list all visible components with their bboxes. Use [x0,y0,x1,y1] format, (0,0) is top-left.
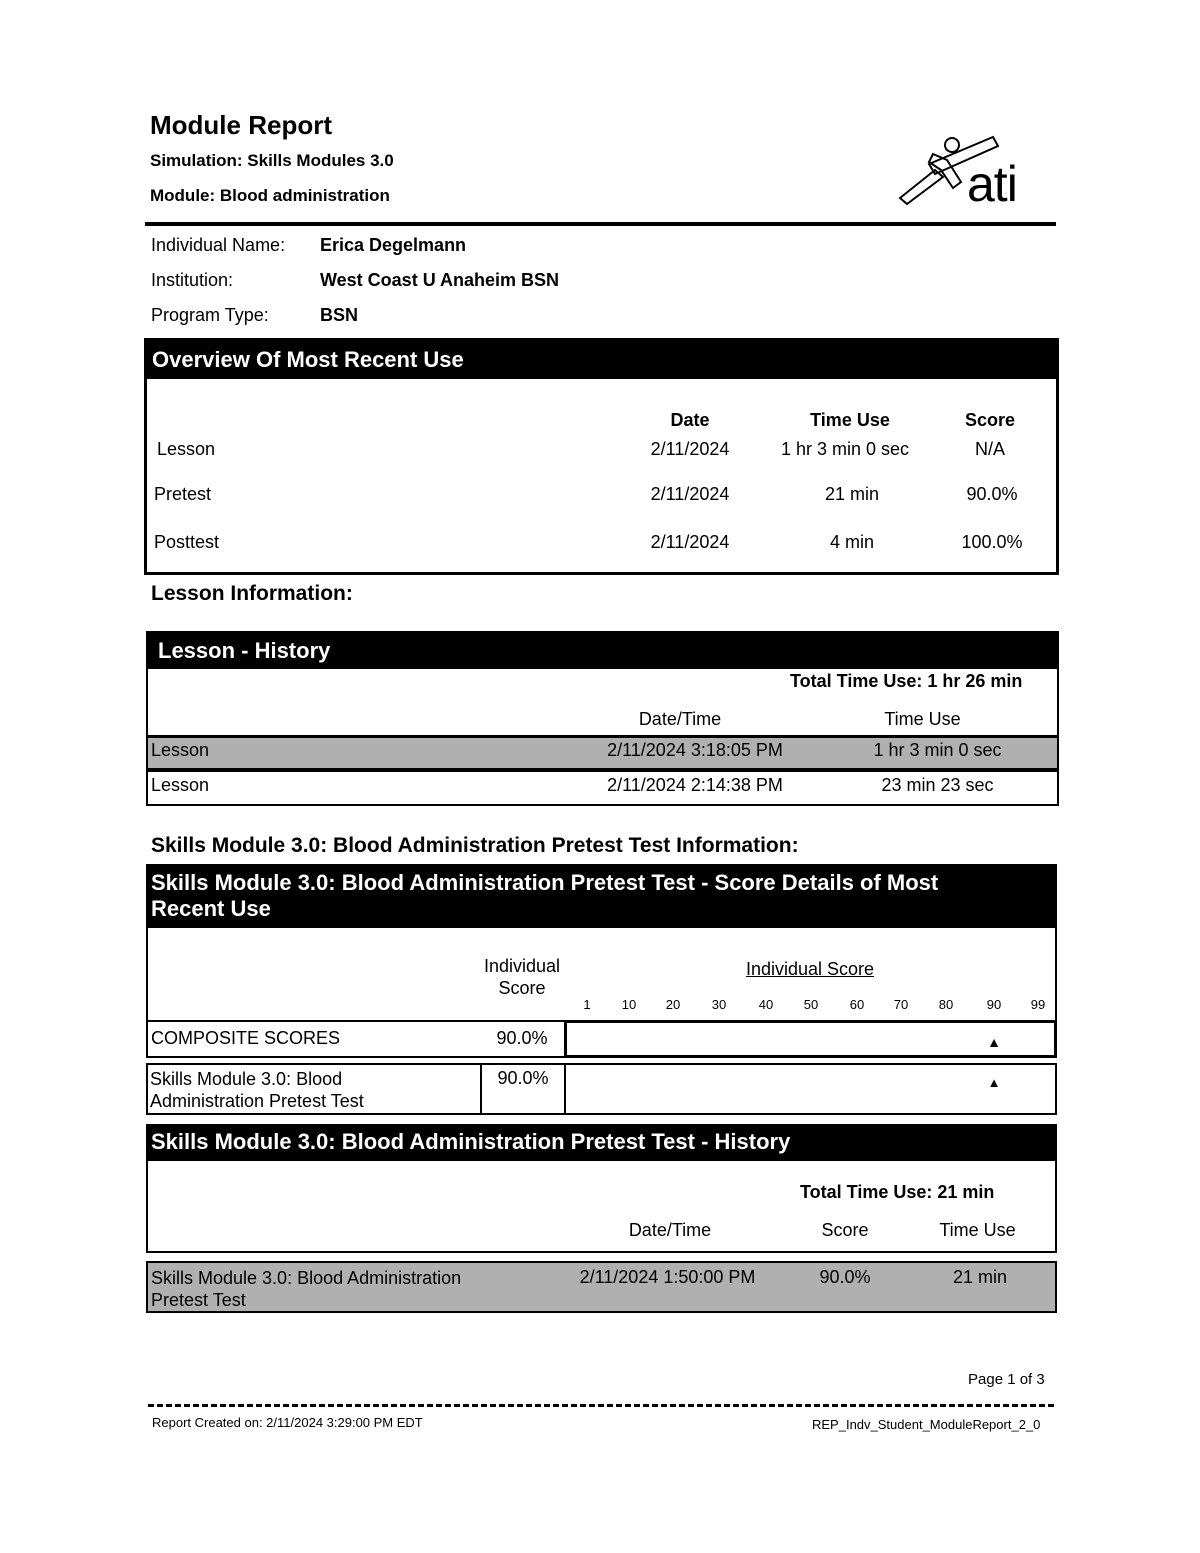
header-rule [145,222,1056,226]
scale-tick-label: 70 [893,997,909,1012]
lesson-total-time: Total Time Use: 1 hr 26 min [790,671,1023,691]
ati-logo [895,132,1045,216]
pretest-details-title-line-2: Recent Use [151,896,271,921]
overview-row-time: 21 min [824,484,880,504]
scale-tick-label: 1 [583,997,591,1012]
lesson-row-label: Lesson [151,775,210,795]
overview-row-time: 1 hr 3 min 0 sec [780,439,910,459]
overview-row-score: 90.0% [966,484,1018,504]
overview-row-time: 4 min [829,532,874,552]
overview-row-score: N/A [974,439,1005,459]
footer-rule [148,1404,1054,1407]
lesson-info-heading: Lesson Information: [151,582,353,605]
program-value: BSN [320,305,359,325]
name-label: Individual Name: [151,235,286,255]
composite-label: COMPOSITE SCORES [151,1028,341,1048]
pretest-details-title [146,864,1057,928]
pretest-history-title: Skills Module 3.0: Blood Administration Pretest Test - History [146,1124,1057,1161]
scale-tick-label: 80 [938,997,954,1012]
lesson-row-label: Lesson [151,740,210,760]
pretest-score-marker-icon: ▲ [987,1075,1001,1090]
lesson-history-title: Lesson - History [148,633,1057,669]
scale-tick-label: 90 [986,997,1002,1012]
module-name: Module: Blood administration [150,186,390,205]
overview-row-date: 2/11/2024 [650,532,730,552]
page-number: Page 1 of 3 [968,1371,1045,1388]
overview-row-label: Posttest [154,532,220,552]
individual-score-label-1: Individual [483,956,561,976]
overview-row-date: 2/11/2024 [650,484,730,504]
pretest-test-label [150,1068,364,1112]
individual-score-label-2: Score [498,978,546,998]
pretest-col-individual-score [472,955,572,999]
composite-score-bar-cell [564,1020,1057,1058]
pretest-history-label-line-1: Skills Module 3.0: Blood Administration [151,1268,462,1288]
scale-tick-label: 40 [758,997,774,1012]
overview-row-label: Pretest [154,484,212,504]
overview-col-score: Score [964,410,1016,430]
student-name: Erica Degelmann [320,235,467,255]
lesson-row-time: 1 hr 3 min 0 sec [873,740,1002,760]
pretest-details-title-line-1: Skills Module 3.0: Blood Administration Pretest Test - Score Details of Most [151,870,939,895]
column-divider [564,1063,566,1115]
pretest-col-datetime: Date/Time [628,1220,712,1240]
pretest-info-heading: Skills Module 3.0: Blood Administration Pretest Test Information: [151,834,799,857]
institution-value: West Coast U Anaheim BSN [320,270,560,290]
report-created: Report Created on: 2/11/2024 3:29:00 PM EDT [152,1415,423,1430]
overview-row-date: 2/11/2024 [650,439,730,459]
overview-row-label: Lesson [157,439,216,459]
lesson-row-datetime: 2/11/2024 2:14:38 PM [607,775,783,795]
overview-col-date: Date [670,410,710,430]
pretest-test-label-line-1: Skills Module 3.0: Blood [150,1069,343,1089]
pretest-history-score: 90.0% [819,1267,871,1287]
scale-tick-label: 30 [711,997,727,1012]
lesson-col-datetime: Date/Time [638,709,722,729]
score-scale-ticks [0,997,1200,1017]
pretest-history-label-line-2: Pretest Test [151,1290,246,1310]
lesson-row-datetime: 2/11/2024 3:18:05 PM [607,740,783,760]
pretest-test-label-line-2: Administration Pretest Test [150,1091,364,1111]
simulation-name: Simulation: Skills Modules 3.0 [150,151,394,170]
scale-tick-label: 99 [1030,997,1046,1012]
report-id: REP_Indv_Student_ModuleReport_2_0 [812,1417,1041,1432]
composite-score: 90.0% [496,1028,548,1048]
lesson-col-time: Time Use [884,709,961,729]
institution-label: Institution: [151,270,234,290]
scale-tick-label: 10 [621,997,637,1012]
lesson-row-time: 23 min 23 sec [881,775,994,795]
individual-score-scale-title: Individual Score [745,959,875,979]
scale-tick-label: 20 [665,997,681,1012]
pretest-history-label [151,1267,461,1311]
page-title: Module Report [150,110,332,140]
pretest-history-time: 21 min [952,1267,1008,1287]
scale-tick-label: 60 [849,997,865,1012]
overview-title: Overview Of Most Recent Use [147,341,1056,379]
pretest-col-time: Time Use [939,1220,1016,1240]
composite-score-marker-icon: ▲ [987,1034,1001,1050]
pretest-total-time: Total Time Use: 21 min [800,1182,995,1202]
overview-row-score: 100.0% [961,532,1023,552]
pretest-test-score: 90.0% [497,1068,549,1088]
overview-col-time: Time Use [810,410,890,430]
pretest-history-datetime: 2/11/2024 1:50:00 PM [579,1267,756,1287]
program-label: Program Type: [151,305,269,325]
ati-logo-text: ati [967,156,1017,212]
scale-tick-label: 50 [803,997,819,1012]
pretest-col-score: Score [821,1220,869,1240]
